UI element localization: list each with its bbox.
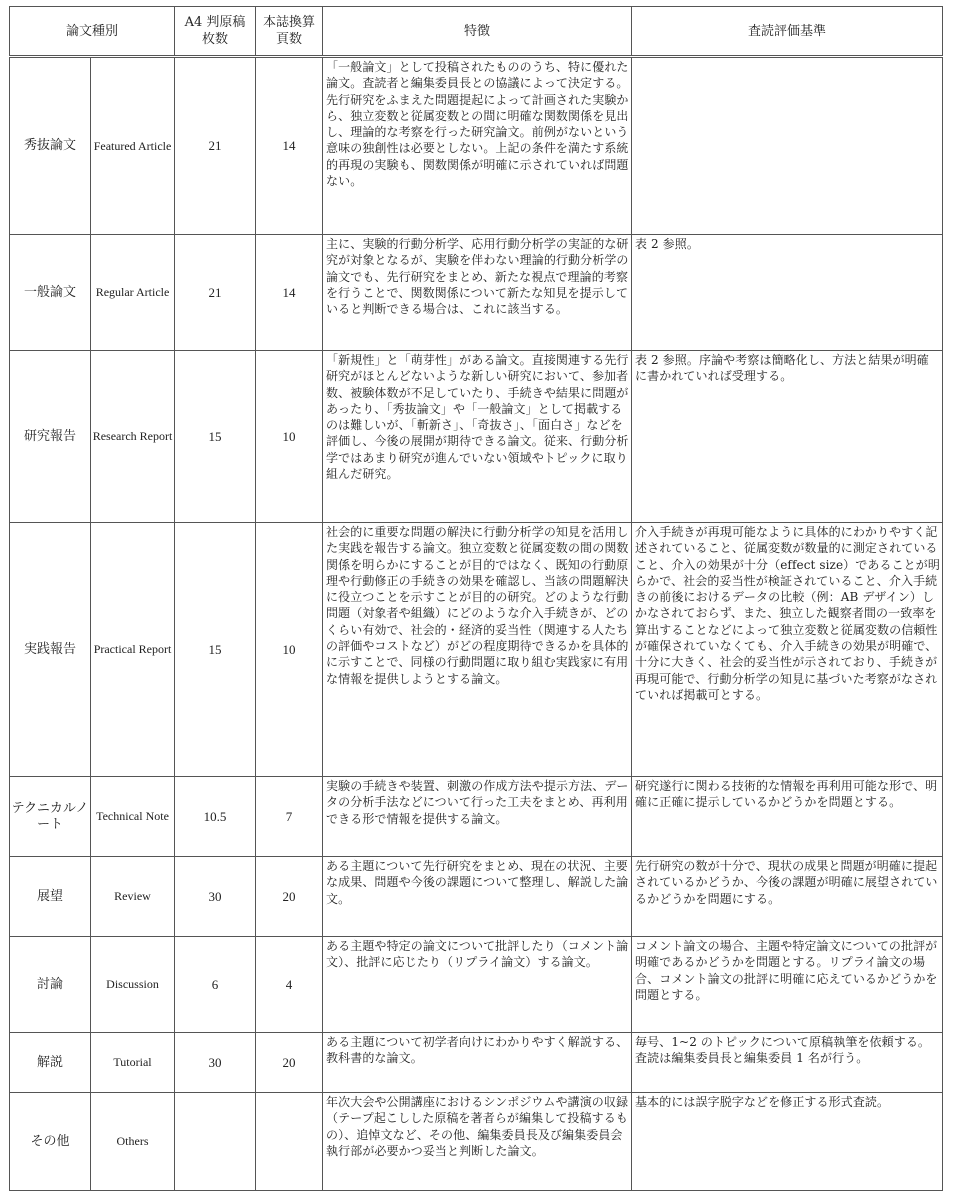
page-count	[256, 1093, 323, 1191]
features-cell: 実験の手続きや装置、刺激の作成方法や提示方法、データの分析手法などについて行った工夫をまとめ、再利用できる形で情報を提供する論文。	[323, 777, 632, 857]
type-en: Technical Note	[91, 777, 175, 857]
type-en: Review	[91, 857, 175, 937]
page-count: 14	[256, 57, 323, 235]
type-jp: その他	[10, 1093, 91, 1191]
header-a4-line1: A4 判原稿	[184, 15, 246, 30]
features-cell: ある主題や特定の論文について批評したり（コメント論文）、批評に応じたり（リプライ論文）する論文。	[323, 937, 632, 1033]
criteria-cell: 表 2 参照。	[632, 235, 943, 351]
features-cell: ある主題について初学者向けにわかりやすく解説する、教科書的な論文。	[323, 1033, 632, 1093]
table-row-research	[10, 351, 943, 523]
features-cell: 年次大会や公開講座におけるシンポジウムや講演の収録（テープ起こしした原稿を著者らが編集して投稿するもの）、追悼文など、その他、編集委員長及び編集委員会執行部が必要かつ妥当と判断した論文。	[323, 1093, 632, 1191]
table-row-others	[10, 1093, 943, 1191]
type-jp: 研究報告	[10, 351, 91, 523]
type-jp: 解説	[10, 1033, 91, 1093]
type-en: Featured Article	[91, 57, 175, 235]
features-cell: 「一般論文」として投稿されたもののうち、特に優れた論文。査読者と編集委員長との協議によって決定する。先行研究をふまえた問題提起によって計画された実験から、独立変数と従属変数との間に明確な関数関係を見出し、理論的な考察を行った研究論文。前例がないという意味の独創性は必要としない。上記の条件を満たす系統的再現の実験も、関数関係が明確に示されていれば問題ない。	[323, 57, 632, 235]
table-row-practical	[10, 523, 943, 777]
criteria-cell: 介入手続きが再現可能なように具体的にわかりやすく記述されていること、従属変数が数量的に測定されていること、介入の効果が十分（effect size）であることが明らかで、社会的妥当性が検証されていること、介入手続きの前後におけるデータの比較（例：AB デザイン）しかなされておらず、また、独立した観察者間の一致率を算出することなどによって独立変数と従属変数の信頼性が確保されていなくても、介入手続きの効果が明確で、十分に大きく、社会的妥当性が示されており、手続きが再現可能で、行動分析学の知見に基づいた考察がなされていれば掲載可とする。	[632, 523, 943, 777]
table-row-regular	[10, 235, 943, 351]
criteria-cell: 基本的には誤字脱字などを修正する形式査読。	[632, 1093, 943, 1191]
page-count: 7	[256, 777, 323, 857]
page-count: 10	[256, 351, 323, 523]
criteria-cell: コメント論文の場合、主題や特定論文についての批評が明確であるかどうかを問題とする。リプライ論文の場合、コメント論文の批評に明確に応えているかどうかを問題とする。	[632, 937, 943, 1033]
header-pages	[256, 7, 323, 57]
features-cell: 「新規性」と「萌芽性」がある論文。直接関連する先行研究がほとんどないような新しい研究において、参加者数、被験体数が不足していたり、手続きや結果に問題があったり、「秀抜論文」や「一般論文」として掲載するのは難しいが、「斬新さ」、「奇抜さ」、「面白さ」などを評価し、今後の展開が期待できる論文。従来、行動分析学ではあまり研究が進んでいない領域やトピックに取り組んだ研究。	[323, 351, 632, 523]
criteria-cell	[632, 57, 943, 235]
type-jp: 実践報告	[10, 523, 91, 777]
table-row-technical	[10, 777, 943, 857]
type-en: Others	[91, 1093, 175, 1191]
header-pages-line2: 頁数	[276, 32, 303, 47]
type-en: Regular Article	[91, 235, 175, 351]
a4-count: 15	[175, 351, 256, 523]
type-en: Discussion	[91, 937, 175, 1033]
type-jp: 秀抜論文	[10, 57, 91, 235]
a4-count: 21	[175, 57, 256, 235]
type-jp: テクニカルノート	[10, 777, 91, 857]
criteria-cell: 先行研究の数が十分で、現状の成果と問題が明確に提起されているかどうか、今後の課題が明確に展望されているかどうかを問題にする。	[632, 857, 943, 937]
page-count: 4	[256, 937, 323, 1033]
header-criteria: 査読評価基準	[632, 7, 943, 57]
a4-count: 30	[175, 857, 256, 937]
type-en: Practical Report	[91, 523, 175, 777]
type-jp: 展望	[10, 857, 91, 937]
type-en: Research Report	[91, 351, 175, 523]
page-count: 10	[256, 523, 323, 777]
a4-count: 6	[175, 937, 256, 1033]
table-row-tutorial	[10, 1033, 943, 1093]
table-row-review	[10, 857, 943, 937]
header-row	[10, 7, 943, 57]
a4-count: 15	[175, 523, 256, 777]
a4-count: 30	[175, 1033, 256, 1093]
criteria-cell: 毎号、1~2 のトピックについて原稿執筆を依頼する。査読は編集委員長と編集委員 1 名が行う。	[632, 1033, 943, 1093]
a4-count: 10.5	[175, 777, 256, 857]
page-count: 14	[256, 235, 323, 351]
type-jp: 一般論文	[10, 235, 91, 351]
header-a4-line2: 枚数	[202, 32, 229, 47]
header-features: 特徴	[323, 7, 632, 57]
type-en: Tutorial	[91, 1033, 175, 1093]
page-count: 20	[256, 857, 323, 937]
type-jp: 討論	[10, 937, 91, 1033]
header-pages-line1: 本誌換算	[263, 15, 316, 30]
header-a4	[175, 7, 256, 57]
header-type: 論文種別	[10, 7, 175, 57]
article-types-table	[9, 6, 943, 1191]
page-count: 20	[256, 1033, 323, 1093]
a4-count: 21	[175, 235, 256, 351]
criteria-cell: 研究遂行に関わる技術的な情報を再利用可能な形で、明確に正確に提示しているかどうかを問題とする。	[632, 777, 943, 857]
features-cell: ある主題について先行研究をまとめ、現在の状況、主要な成果、問題や今後の課題について整理し、解説した論文。	[323, 857, 632, 937]
table-row-discussion	[10, 937, 943, 1033]
criteria-cell: 表 2 参照。序論や考察は簡略化し、方法と結果が明確に書かれていれば受理する。	[632, 351, 943, 523]
features-cell: 社会的に重要な問題の解決に行動分析学の知見を活用した実践を報告する論文。独立変数と従属変数の間の関数関係を明らかにすることが目的ではなく、既知の行動原理や行動修正の手続きの効果を確認し、当該の問題解決に役立つことを示すことが目的の研究。どのような行動問題（対象者や組織）にどのような介入手続きが、どのくらい有効で、社会的・経済的妥当性（関連する人たちの評価やコストなど）がどの程度期待できるかを具体的に示すことで、同様の行動問題に取り組む実践家に有用な情報を提供しようとする論文。	[323, 523, 632, 777]
features-cell: 主に、実験的行動分析学、応用行動分析学の実証的な研究が対象となるが、実験を伴わない理論的行動分析学の論文でも、先行研究をまとめ、新たな視点で理論的考察を行うことで、関数関係について新たな知見を提示していると判断できる場合は、これに該当する。	[323, 235, 632, 351]
a4-count	[175, 1093, 256, 1191]
table-row-featured	[10, 57, 943, 235]
